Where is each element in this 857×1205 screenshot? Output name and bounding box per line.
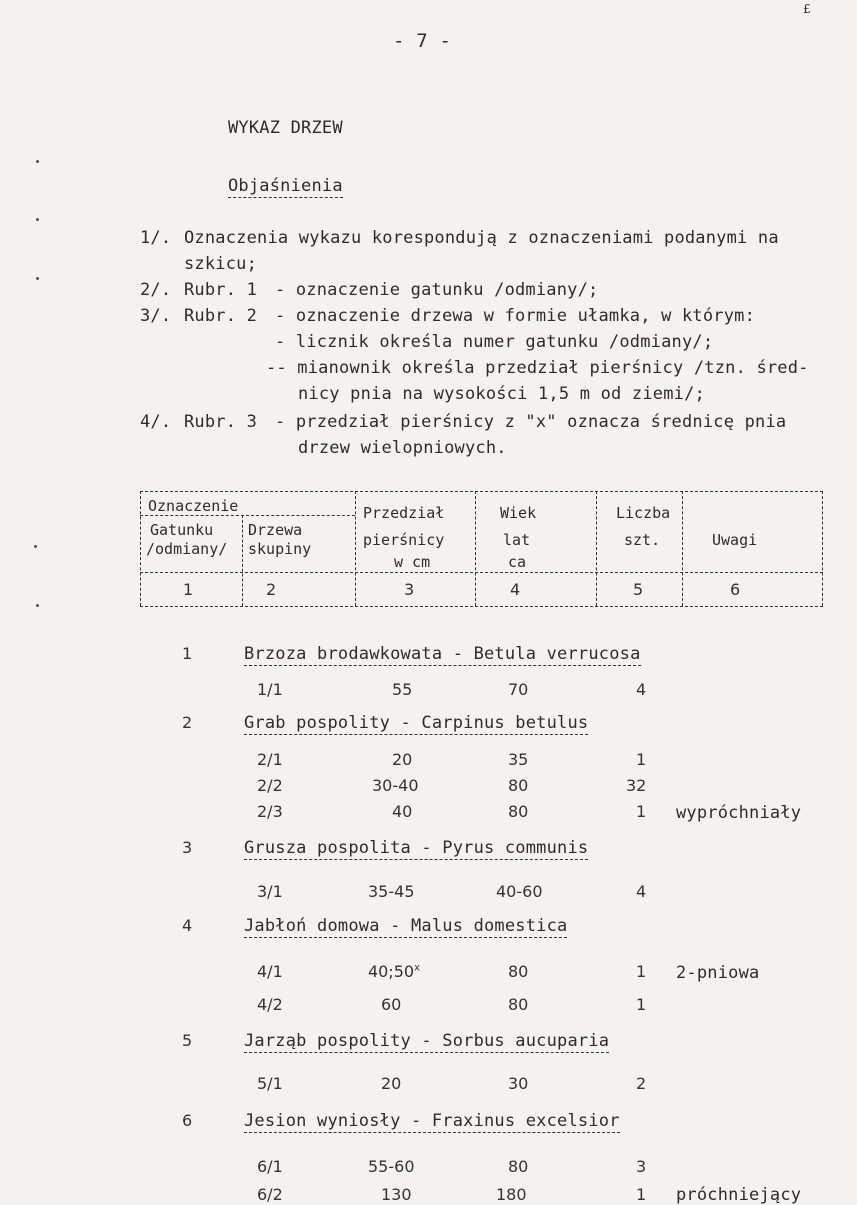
species-name: Grab pospolity - Carpinus betulus [244,713,589,733]
tree-liczba: 32 [626,776,647,795]
tree-uwagi: wypróchniały [676,803,802,823]
tree-id: 4/2 [257,995,283,1014]
species-number: 2 [182,713,193,732]
table-rule [242,515,243,606]
table-rule [475,491,476,606]
note-text: szkicu; [184,254,258,274]
tree-piersnica-value: 40;50 [368,962,415,981]
header-przedzial: Przedział [363,504,445,522]
multi-trunk-marker: x [414,962,421,974]
tree-id: 5/1 [257,1074,283,1093]
tree-wiek: 80 [508,995,529,1014]
table-rule [140,491,141,606]
section-heading: Objaśnienia [228,176,343,196]
note-text: - przedział pierśnicy z "x" oznacza średnicę pnia [275,412,787,432]
note-number: 2/. [140,280,172,300]
header-oznaczenie: Oznaczenie [148,497,239,515]
column-number: 1 [183,580,194,599]
column-number: 3 [404,580,415,599]
species-name: Jesion wyniosły - Fraxinus excelsior [244,1111,620,1131]
tree-piersnica: 40 [392,802,413,821]
tree-wiek: 70 [508,680,529,699]
table-rule [822,491,823,606]
tree-id: 2/1 [257,750,283,769]
table-rule [140,606,823,607]
tree-liczba: 1 [636,962,647,981]
header-lat: lat [503,531,531,549]
species-number: 5 [182,1031,193,1050]
table-rule [596,491,597,606]
header-gatunku: Gatunku [150,521,214,539]
header-w-cm: w cm [394,553,431,571]
tree-wiek: 30 [508,1074,529,1093]
species-name: Jabłoń domowa - Malus domestica [244,916,568,936]
header-ca: ca [508,553,527,571]
header-uwagi: Uwagi [712,531,758,549]
tree-wiek: 180 [496,1185,527,1204]
page-number: - 7 - [393,30,452,52]
tree-liczba: 3 [636,1157,647,1176]
tree-liczba: 1 [636,802,647,821]
note-text: drzew wielopniowych. [298,438,507,458]
tree-piersnica: 20 [381,1074,402,1093]
margin-speck [36,604,39,607]
column-number: 5 [633,580,644,599]
tree-id: 6/2 [257,1185,283,1204]
tree-liczba: 2 [636,1074,647,1093]
tree-piersnica [368,962,420,981]
table-rule [355,491,356,606]
margin-speck [36,218,39,221]
tree-liczba: 1 [636,1185,647,1204]
note-rubric: Rubr. 3 [184,412,258,432]
note-number: 3/. [140,306,172,326]
tree-piersnica: 130 [381,1185,412,1204]
table-rule [140,491,823,492]
table-rule [140,515,355,516]
tree-wiek: 40-60 [496,882,543,901]
tree-id: 4/1 [257,962,283,981]
corner-mark: £ [803,2,811,16]
tree-uwagi: 2-pniowa [676,963,760,983]
species-name: Grusza pospolita - Pyrus communis [244,838,589,858]
header-drzewa: Drzewa [248,521,303,539]
species-name: Brzoza brodawkowata - Betula verrucosa [244,644,641,664]
tree-liczba: 4 [636,882,647,901]
note-rubric: Rubr. 2 [184,306,258,326]
species-number: 4 [182,916,193,935]
tree-liczba: 1 [636,750,647,769]
header-szt: szt. [624,531,661,549]
table-rule [682,491,683,606]
tree-id: 6/1 [257,1157,283,1176]
note-rubric: Rubr. 1 [184,280,258,300]
tree-wiek: 80 [508,962,529,981]
species-number: 3 [182,838,193,857]
header-piersnicy: pierśnicy [363,531,445,549]
header-skupiny: skupiny [248,540,312,558]
species-name: Jarząb pospolity - Sorbus aucuparia [244,1031,610,1051]
tree-wiek: 80 [508,802,529,821]
tree-uwagi: próchniejący [676,1185,802,1205]
note-text: Oznaczenia wykazu korespondują z oznaczeniami podanymi na [184,228,779,248]
margin-speck [36,277,39,280]
document-title: WYKAZ DRZEW [228,118,343,138]
note-text: -- mianownik określa przedział pierśnicy /tzn. śred- [266,358,809,378]
tree-piersnica: 55 [392,680,413,699]
tree-liczba: 4 [636,680,647,699]
tree-piersnica: 35-45 [368,882,415,901]
tree-id: 2/2 [257,776,283,795]
note-text: - licznik określa numer gatunku /odmiany/; [275,332,714,352]
margin-speck [36,160,39,163]
header-liczba: Liczba [616,504,671,522]
note-text: - oznaczenie gatunku /odmiany/; [275,280,599,300]
column-number: 2 [266,580,277,599]
tree-piersnica: 55-60 [368,1157,415,1176]
note-text: - oznaczenie drzewa w formie ułamka, w którym: [275,306,756,326]
species-number: 1 [182,644,193,663]
species-number: 6 [182,1111,193,1130]
note-text: nicy pnia na wysokości 1,5 m od ziemi/; [298,384,705,404]
column-number: 6 [730,580,741,599]
tree-piersnica: 30-40 [372,776,419,795]
tree-id: 1/1 [257,680,283,699]
tree-id: 3/1 [257,882,283,901]
tree-wiek: 35 [508,750,529,769]
tree-wiek: 80 [508,776,529,795]
header-wiek: Wiek [500,504,537,522]
margin-speck [34,545,37,548]
note-number: 1/. [140,228,172,248]
tree-piersnica: 60 [381,995,402,1014]
tree-wiek: 80 [508,1157,529,1176]
tree-id: 2/3 [257,802,283,821]
column-number: 4 [510,580,521,599]
tree-piersnica: 20 [392,750,413,769]
tree-liczba: 1 [636,995,647,1014]
note-number: 4/. [140,412,172,432]
header-odmiany: /odmiany/ [146,540,228,558]
